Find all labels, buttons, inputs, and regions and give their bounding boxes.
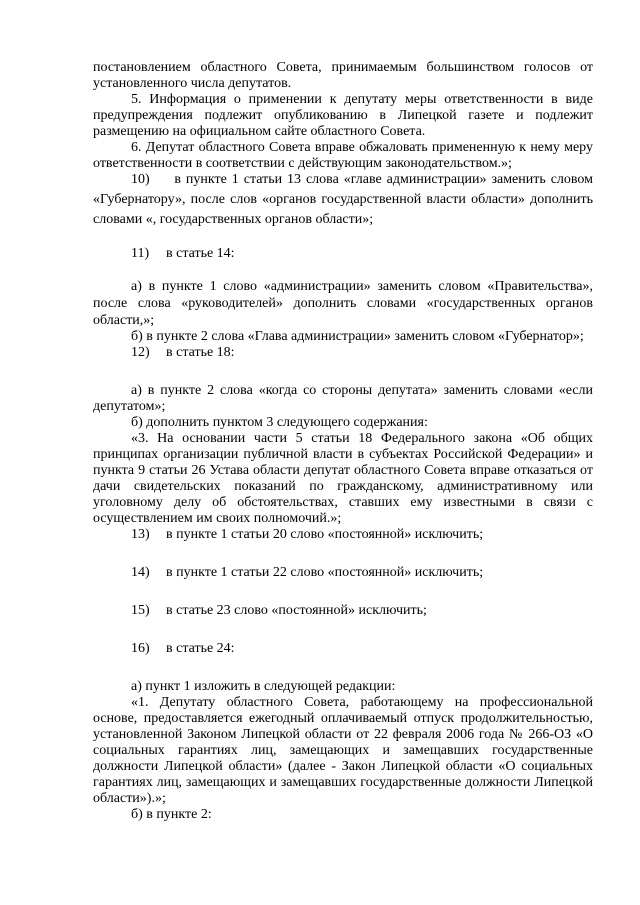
paragraph-6: 6. Депутат областного Совета вправе обжаловать примененную к нему меру ответственности в соответствии с действующим законодательством.»; <box>93 140 593 171</box>
item-16-a: а) пункт 1 изложить в следующей редакции: <box>131 679 396 694</box>
item-10-text: в пункте 1 статьи 13 слова «главе администрации» заменить словом «Губернатору», после слов «органов государственной власти области» дополнить словами «, государственных органов области»; <box>93 172 594 227</box>
item-11-b: б) в пункте 2 слова «Глава администрации» заменить словом «Губернатор»; <box>131 329 584 344</box>
item-16-quote: «1. Депутату областного Совета, работающему на профессиональной основе, предоставляется ежегодный оплачиваемый отпуск продолжительностью, установленной Законом Липецкой области от 22 февраля 2006 года № 266-ОЗ «О социальных гарантиях лиц, замещающих и замещавших государственные должности Липецкой области» (далее - Закон Липецкой области «О социальных гарантиях лиц, замещающих и замещавших государственные должности Липецкой области»).»; <box>93 695 593 806</box>
item-11-text: в статье 14: <box>166 246 235 261</box>
item-16-number: 16) <box>131 641 150 656</box>
item-15-text: в статье 23 слово «постоянной» исключить; <box>166 603 427 618</box>
item-12-text: в статье 18: <box>166 345 235 360</box>
item-12-a: а) в пункте 2 слова «когда со стороны депутата» заменить словами «если депутатом»; <box>93 383 593 414</box>
item-16-b: б) в пункте 2: <box>131 807 212 822</box>
item-13 <box>93 527 593 543</box>
paragraph-continuation: постановлением областного Совета, принимаемым большинством голосов от установленного числа депутатов. <box>93 60 593 91</box>
item-11-number: 11) <box>131 246 150 261</box>
paragraph-5: 5. Информация о применении к депутату меры ответственности в виде предупреждения подлежит опубликованию в Липецкой газете и подлежит размещению на официальном сайте областного Совета. <box>93 92 593 139</box>
item-11-a: а) в пункте 1 слово «администрации» заменить словом «Правительства», после слова «руководителей» дополнить словами «государственных органов области,»; <box>93 279 593 328</box>
document-body <box>93 60 593 823</box>
item-12 <box>93 345 593 361</box>
item-11 <box>93 246 593 262</box>
item-16-text: в статье 24: <box>166 641 235 656</box>
item-10-number: 10) <box>131 172 150 187</box>
item-14-number: 14) <box>131 565 150 580</box>
item-10 <box>93 170 593 230</box>
item-12-b: б) дополнить пунктом 3 следующего содержания: <box>131 415 428 430</box>
item-12-quote: «3. На основании части 5 статьи 18 Федерального закона «Об общих принципах организации публичной власти в субъектах Российской Федерации» и пункта 9 статьи 26 Устава области депутат областного Совета вправе отказаться от дачи свидетельских показаний по гражданскому, административному или уголовному делу об обстоятельствах, ставших ему известными в связи с осуществлением им своих полномочий.»; <box>93 431 593 526</box>
item-14 <box>93 565 593 581</box>
item-12-number: 12) <box>131 345 150 360</box>
item-16 <box>93 641 593 657</box>
item-15-number: 15) <box>131 603 150 618</box>
item-13-text: в пункте 1 статьи 20 слово «постоянной» исключить; <box>166 527 484 542</box>
item-15 <box>93 603 593 619</box>
item-13-number: 13) <box>131 527 150 542</box>
item-14-text: в пункте 1 статьи 22 слово «постоянной» исключить; <box>166 565 484 580</box>
